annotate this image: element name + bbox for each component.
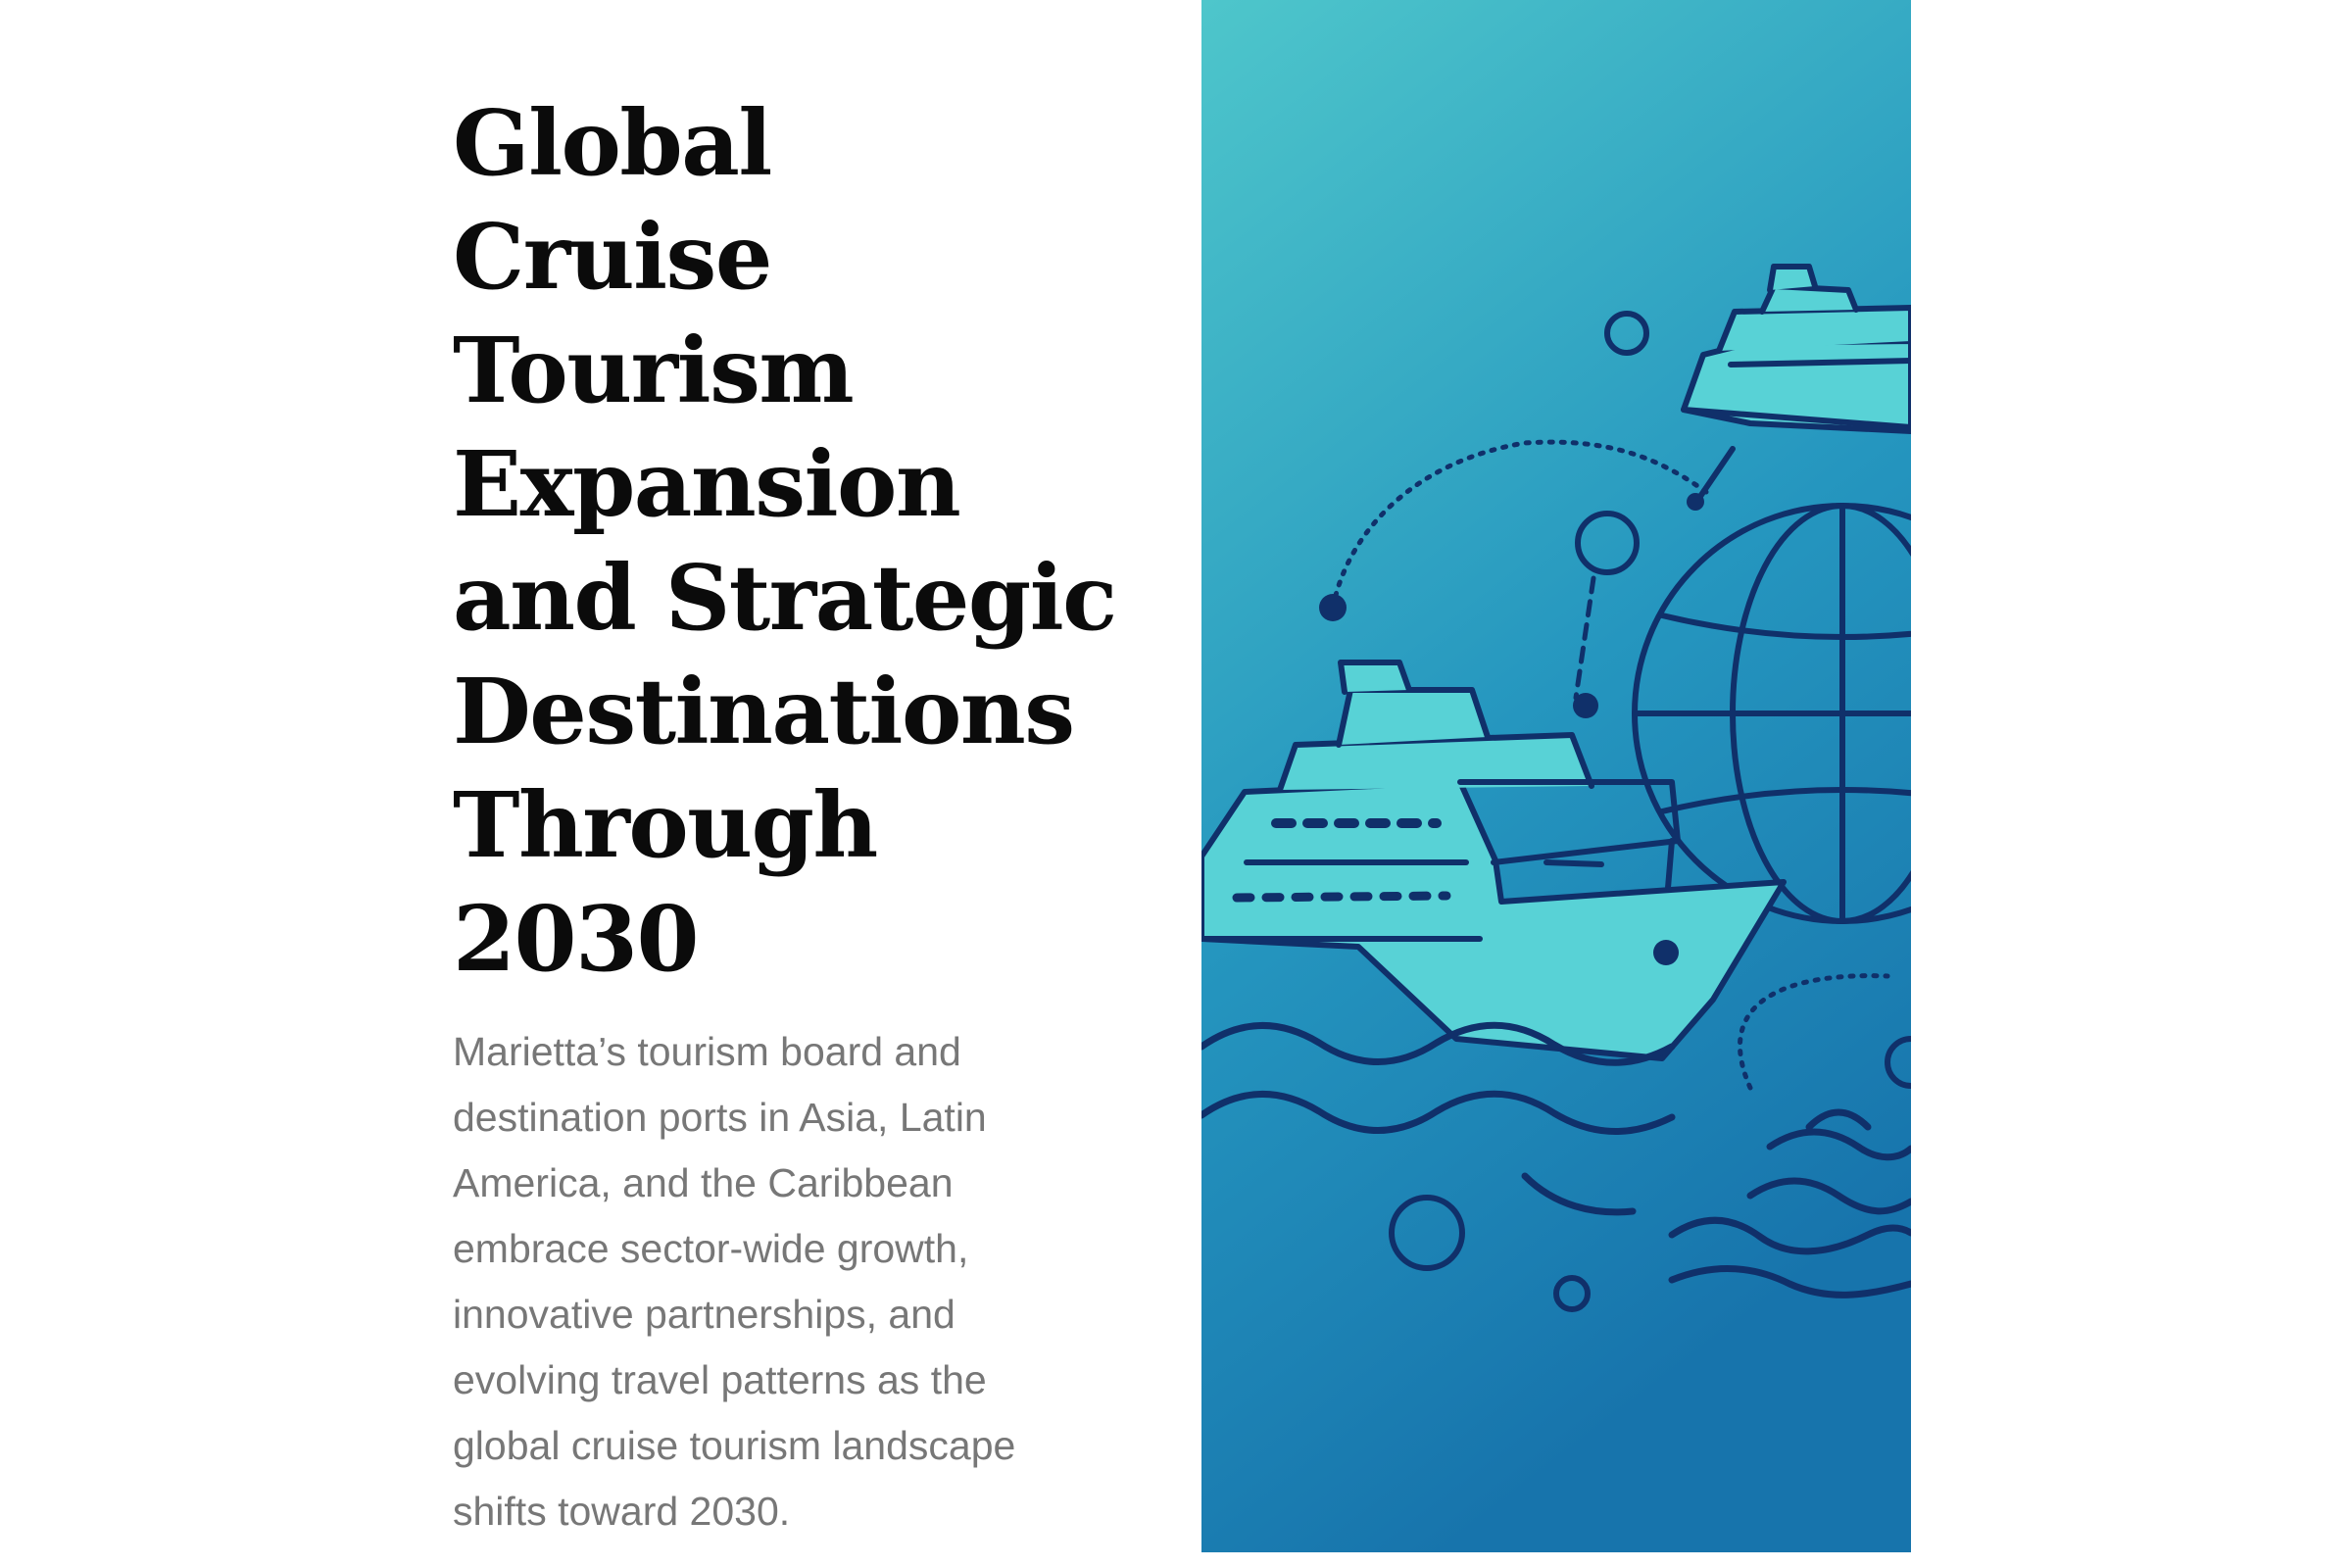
article-summary: Marietta’s tourism board and destination ports in Asia, Latin America, and the Caribbean embrace sector-wide growth, innovative partnerships, and evolving travel patterns as the global cruise tourism landscape shifts toward 2030. <box>453 1029 1016 1534</box>
article-title: Global Cruise Tourism Expansion and Strategic Destinations Through 2030 <box>453 90 1116 992</box>
location-dot-arrow <box>1687 493 1704 511</box>
location-dot-left <box>1319 594 1347 621</box>
location-dot-center <box>1573 693 1598 718</box>
location-dot-ship <box>1653 940 1679 965</box>
cruise-illustration-svg <box>1201 0 1911 1552</box>
article-text-column <box>453 86 1119 1544</box>
cruise-illustration <box>1201 0 1911 1552</box>
